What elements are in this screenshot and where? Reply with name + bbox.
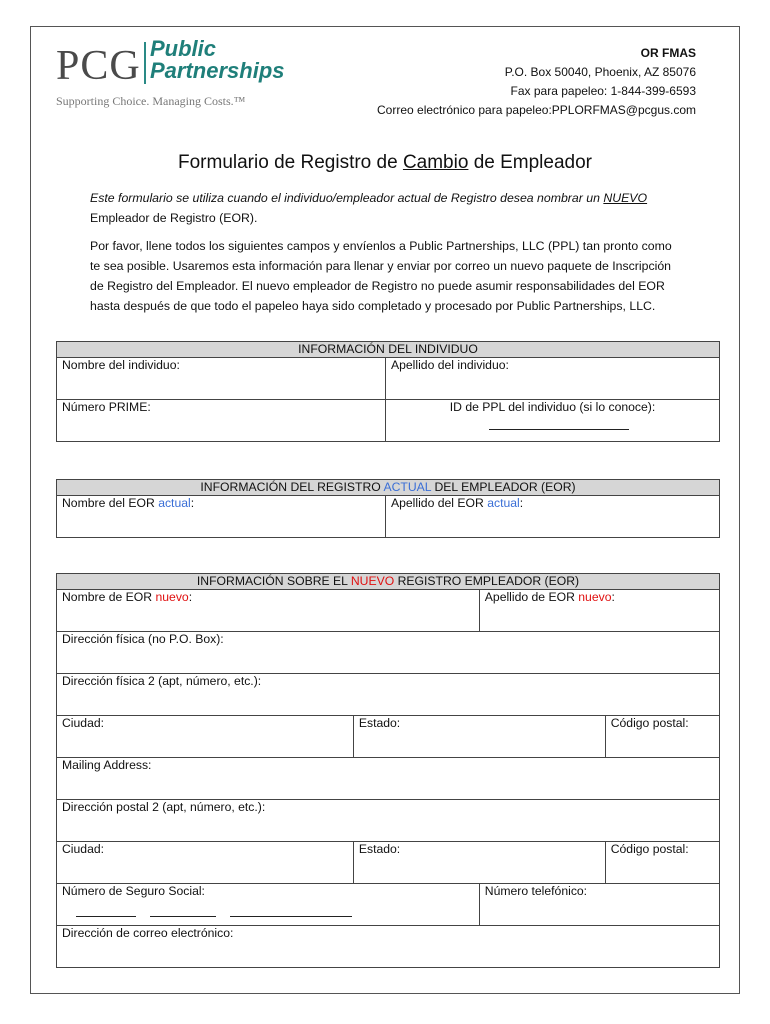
logo-partnerships: Partnerships xyxy=(150,58,285,83)
state-field[interactable]: Estado: xyxy=(353,716,605,758)
org-fax: Fax para papeleo: 1-844-399-6593 xyxy=(510,84,696,98)
current-last-colon: : xyxy=(519,496,524,510)
intro-italic xyxy=(90,191,647,205)
org-email: Correo electrónico para papeleo:PPLORFMAS@pcgus.com xyxy=(377,103,696,117)
ppl-id-label: ID de PPL del individuo (si lo conoce): xyxy=(449,400,656,414)
mailing-address-field[interactable]: Mailing Address: xyxy=(57,758,720,800)
current-header-part-1: INFORMACIÓN DEL REGISTRO xyxy=(200,480,384,494)
individual-first-name-field[interactable]: Nombre del individuo: xyxy=(57,358,386,400)
ppl-id-field[interactable] xyxy=(386,400,720,442)
current-first-colon: : xyxy=(190,496,195,510)
logo-public-partnerships xyxy=(150,38,285,82)
title-part-2: de Empleador xyxy=(468,152,592,173)
current-header-part-2: DEL EMPLEADOR (EOR) xyxy=(431,480,576,494)
prime-number-field[interactable]: Número PRIME: xyxy=(57,400,386,442)
new-last-colon: : xyxy=(611,590,615,604)
current-first-highlight: actual xyxy=(158,496,191,510)
new-eor-last-name-field[interactable] xyxy=(479,590,719,632)
mailing-address-2-field[interactable]: Dirección postal 2 (apt, número, etc.): xyxy=(57,800,720,842)
phone-field[interactable]: Número telefónico: xyxy=(479,884,719,926)
ssn-lines xyxy=(62,906,474,920)
current-first-label: Nombre del EOR xyxy=(62,496,159,510)
individual-info-header: INFORMACIÓN DEL INDIVIDUO xyxy=(57,342,720,358)
ssn-field[interactable] xyxy=(57,884,480,926)
zip-field[interactable]: Código postal: xyxy=(605,716,719,758)
logo-divider xyxy=(144,42,146,84)
org-address: P.O. Box 50040, Phoenix, AZ 85076 xyxy=(504,65,696,79)
logo-tagline: Supporting Choice. Managing Costs.™ xyxy=(56,94,246,108)
current-header-highlight: ACTUAL xyxy=(383,480,432,494)
logo-pcg: PCG xyxy=(56,43,141,89)
current-last-label: Apellido del EOR xyxy=(391,496,488,510)
ssn-label: Número de Seguro Social: xyxy=(62,884,205,898)
new-last-highlight: nuevo xyxy=(578,590,612,604)
logo-public: Public xyxy=(150,36,217,61)
intro-rest: Empleador de Registro (EOR). xyxy=(90,211,258,225)
ppl-id-line xyxy=(489,428,629,430)
current-eor-first-name-field[interactable] xyxy=(57,496,386,538)
new-header-part-1: INFORMACIÓN SOBRE EL xyxy=(196,574,351,588)
new-first-colon: : xyxy=(188,590,193,604)
new-eor-header xyxy=(57,574,720,590)
contact-block xyxy=(377,44,696,120)
org-name: OR FMAS xyxy=(640,46,696,60)
instructions-paragraph: Por favor, llene todos los siguientes campos y envíenlos a Public Partnerships, LLC (PPL) tan pronto como te sea posible. Usaremos esta información para llenar y enviar por correo un nuevo paquete de Inscripción de Registro del Empleador. El nuevo empleador de Registro no puede asumir responsabilidades del EOR hasta después de que todo el papeleo haya sido completado y procesado por Public Partnerships, LLC. xyxy=(90,239,672,313)
intro-paragraph xyxy=(90,188,680,228)
current-last-highlight: actual xyxy=(487,496,520,510)
new-header-highlight: NUEVO xyxy=(350,574,395,588)
city-field[interactable]: Ciudad: xyxy=(57,716,354,758)
email-field[interactable]: Dirección de correo electrónico: xyxy=(57,926,720,968)
current-eor-table xyxy=(56,479,720,538)
new-first-highlight: nuevo xyxy=(155,590,189,604)
current-eor-header xyxy=(57,480,720,496)
form-title xyxy=(0,152,770,174)
physical-address-2-field[interactable]: Dirección física 2 (apt, número, etc.): xyxy=(57,674,720,716)
mailing-zip-field[interactable]: Código postal: xyxy=(605,842,719,884)
mailing-city-field[interactable]: Ciudad: xyxy=(57,842,354,884)
new-eor-first-name-field[interactable] xyxy=(57,590,480,632)
intro-underlined: NUEVO xyxy=(603,191,648,205)
new-eor-table xyxy=(56,573,720,968)
pcg-logo xyxy=(56,36,306,116)
title-part-1: Formulario de Registro de xyxy=(178,152,403,173)
individual-last-name-field[interactable]: Apellido del individuo: xyxy=(386,358,720,400)
new-first-label: Nombre de EOR xyxy=(62,590,156,604)
new-last-label: Apellido de EOR xyxy=(484,590,579,604)
mailing-state-field[interactable]: Estado: xyxy=(353,842,605,884)
title-underlined: Cambio xyxy=(402,152,469,173)
intro-italic-text: Este formulario se utiliza cuando el individuo/empleador actual de Registro desea nombrar un xyxy=(90,191,604,205)
new-header-part-2: REGISTRO EMPLEADOR (EOR) xyxy=(394,574,580,588)
current-eor-last-name-field[interactable] xyxy=(386,496,720,538)
physical-address-field[interactable]: Dirección física (no P.O. Box): xyxy=(57,632,720,674)
individual-info-table xyxy=(56,341,720,442)
